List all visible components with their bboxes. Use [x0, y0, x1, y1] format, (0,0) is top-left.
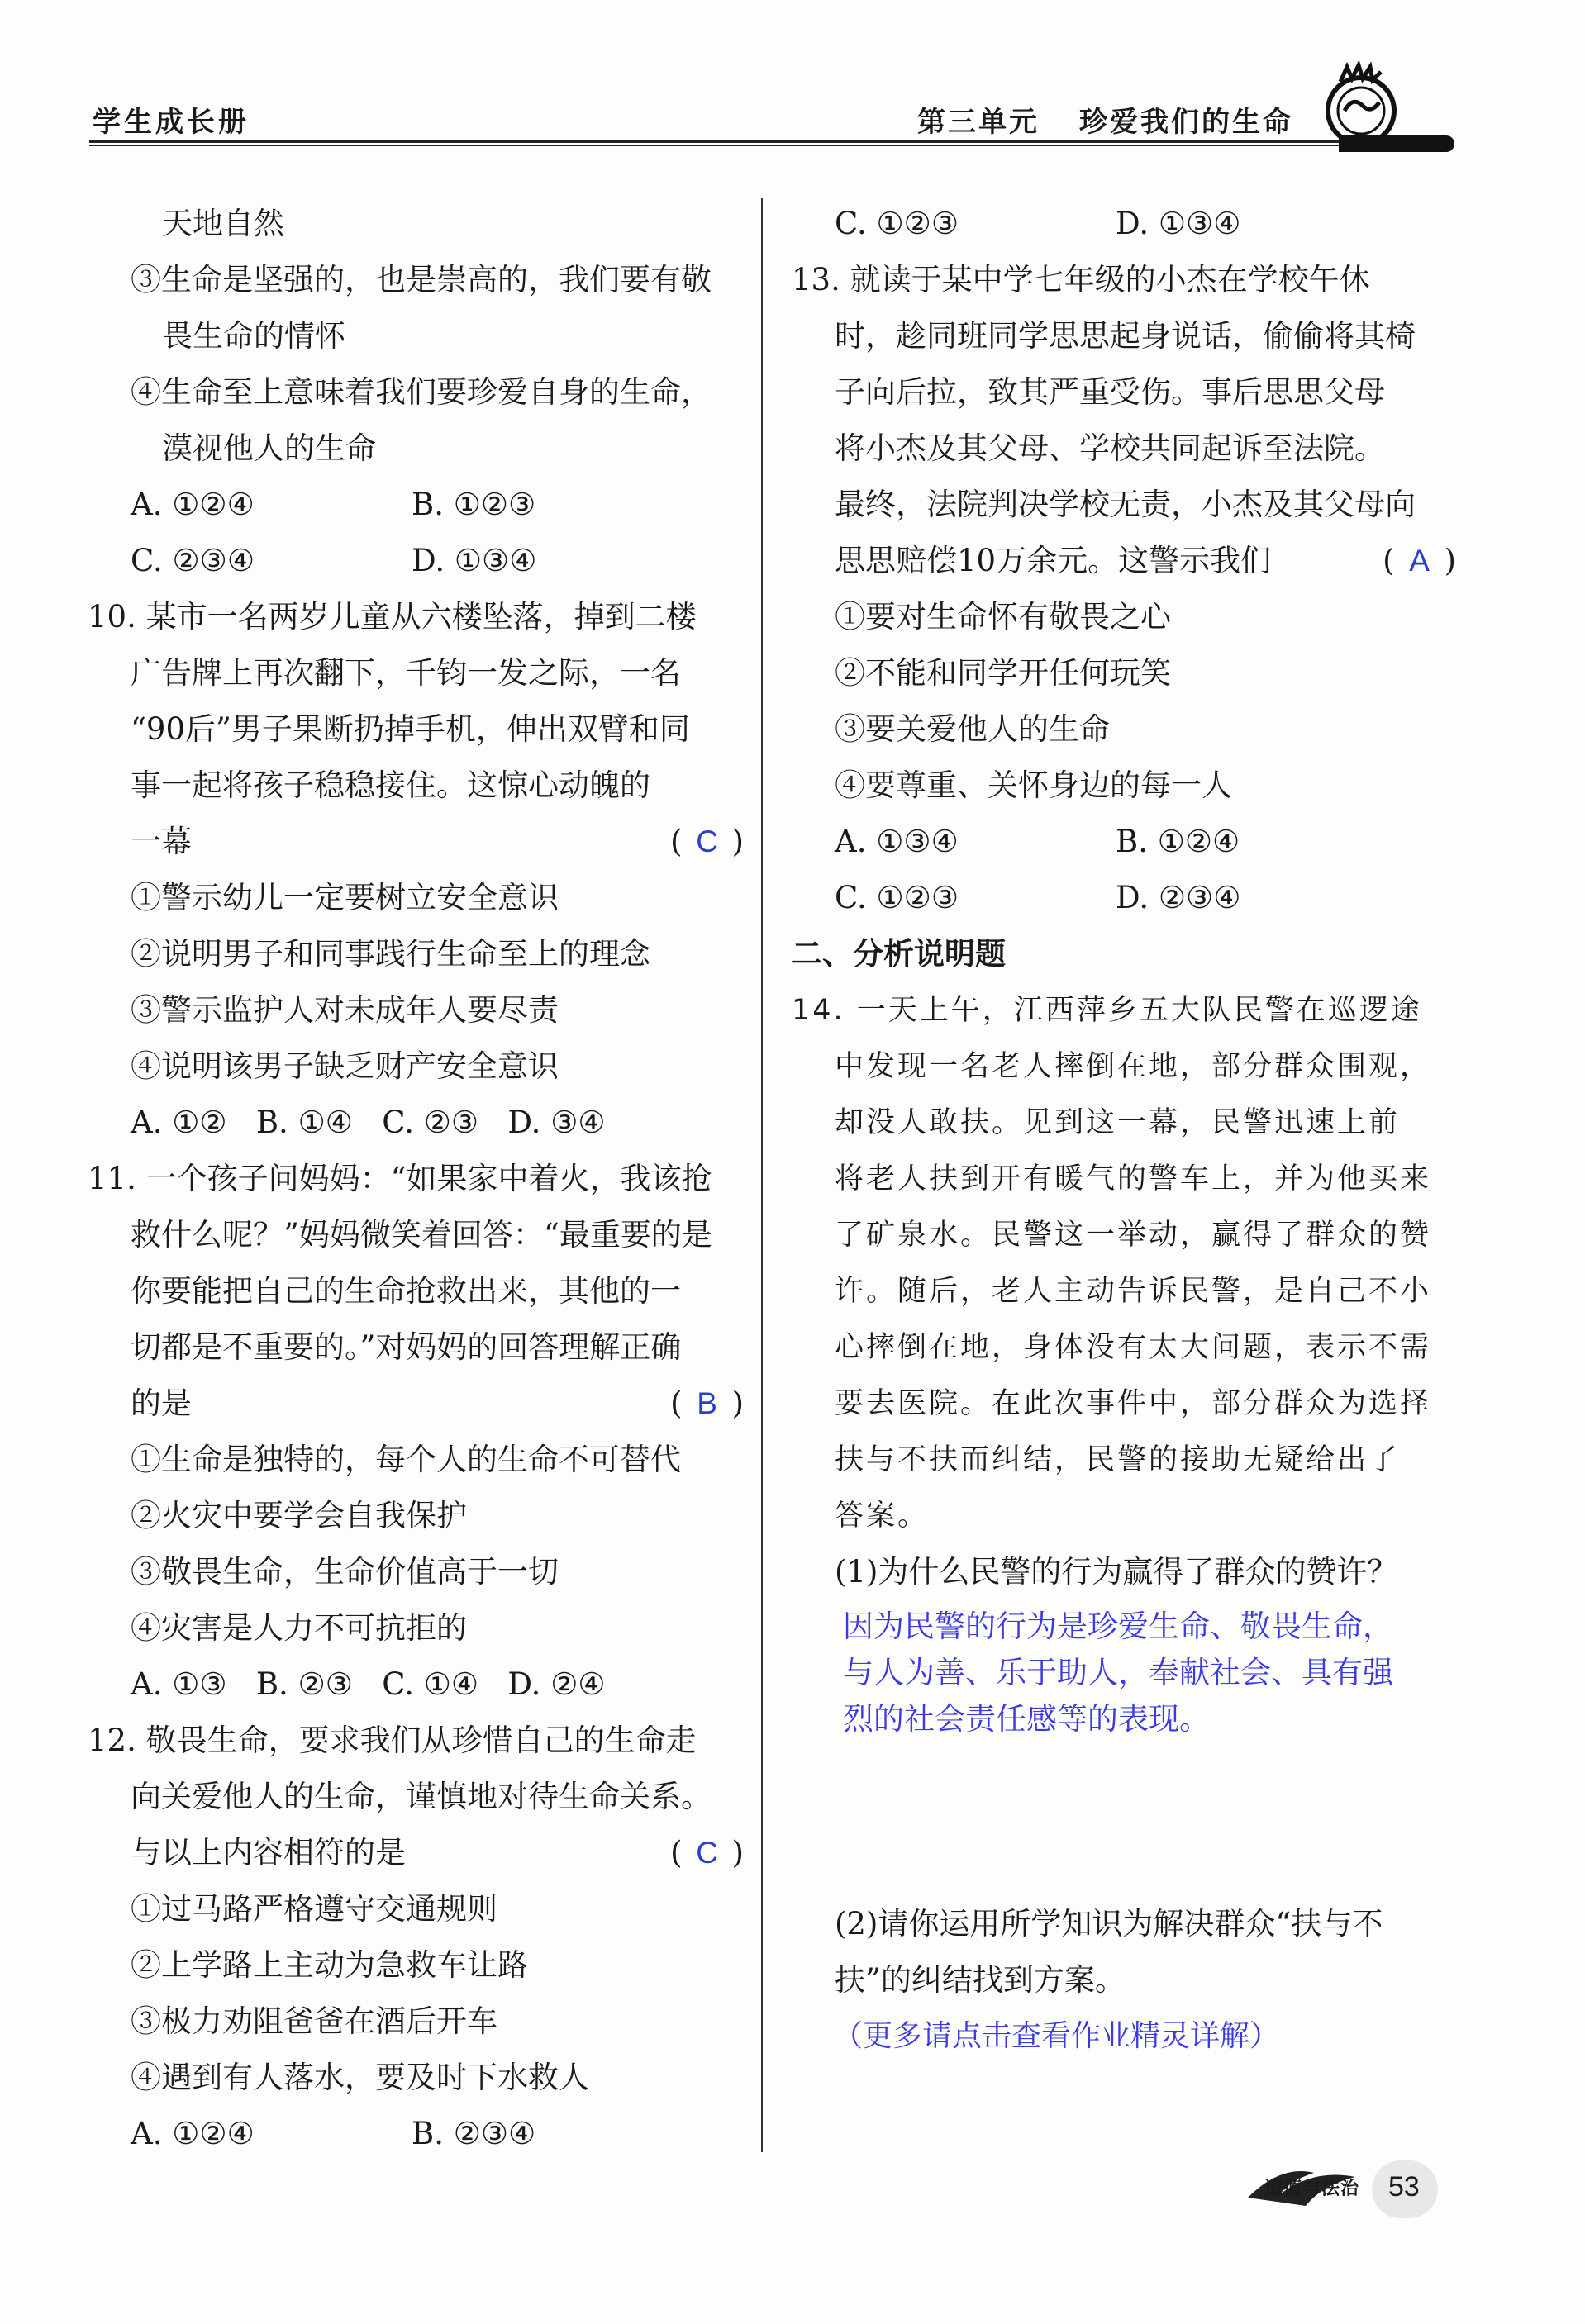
text-line: ②不能和同学开任何玩笑	[835, 655, 1171, 691]
text-line: 中发现一名老人摔倒在地，部分群众围观，	[835, 1050, 1432, 1083]
text-line: 10. 某市一名两岁儿童从六楼坠落，掉到二楼	[88, 599, 697, 634]
option-text: B. ①②③	[412, 487, 536, 522]
unit-number: 第三单元	[917, 106, 1040, 139]
option-text: D. ①③④	[412, 543, 537, 578]
text-line: 许。随后，老人主动告诉民警，是自己不小	[835, 1275, 1432, 1308]
handwritten-answer	[792, 1604, 1461, 1742]
question-text: (2)请你运用所学知识为解决群众“扶与不	[835, 1906, 1383, 1941]
text-line: A. ①③ B. ②③ C. ①④ D. ②④	[131, 1666, 606, 1702]
text-line	[792, 196, 1461, 252]
text-line: 向关爱他人的生命，谨慎地对待生命关系。	[131, 1779, 712, 1814]
text-line: ③警示监护人对未成年人要尽责	[131, 992, 559, 1028]
option-text: C. ①②③	[835, 880, 959, 915]
text-line: ④遇到有人落水，要及时下水救人	[131, 2060, 589, 2095]
text-line	[88, 1376, 749, 1432]
text-line: ①要对生命怀有敬畏之心	[835, 599, 1171, 634]
option-text: B. ②③④	[412, 2116, 536, 2151]
text-line: ④要尊重、关怀身边的每一人	[835, 768, 1232, 803]
text-line: 了矿泉水。民警这一举动，赢得了群众的赞	[835, 1219, 1432, 1252]
text-line: 广告牌上再次翻下，千钧一发之际，一名	[131, 655, 681, 691]
option-text: A. ①②④	[131, 2116, 255, 2151]
question-text: 扶”的纠结找到方案。	[835, 1962, 1126, 1998]
text-line: 子向后拉，致其严重受伤。事后思思父母	[835, 374, 1385, 410]
text-line: (1)为什么民警的行为赢得了群众的赞许？	[835, 1554, 1398, 1590]
right-column	[792, 196, 1461, 2065]
question-text: 的是	[131, 1385, 192, 1421]
more-details-link[interactable]: （更多请点击查看作业精灵详解）	[833, 2019, 1280, 2053]
answer-bracket: ( B )	[670, 1376, 749, 1432]
book-title: 学生成长册	[93, 106, 250, 139]
column-divider	[761, 198, 763, 2152]
text-line: ④生命至上意味着我们要珍爱自身的生命，	[131, 374, 712, 410]
text-line: 13. 就读于某中学七年级的小杰在学校午休	[792, 262, 1370, 297]
text-line: 心摔倒在地，身体没有太大问题，表示不需	[835, 1331, 1432, 1364]
text-line: 11. 一个孩子问妈妈：“如果家中着火，我该抢	[88, 1161, 712, 1196]
text-line: 救什么呢？”妈妈微笑着回答：“最重要的是	[131, 1217, 712, 1252]
text-line	[792, 814, 1461, 870]
question-text: 思思赔偿10万余元。这警示我们	[835, 543, 1272, 578]
header-rule	[89, 140, 1453, 143]
answer-letter: A	[1409, 544, 1430, 577]
text-line: ②上学路上主动为急救车让路	[131, 1947, 528, 1983]
text-line: 最终，法院判决学校无责，小杰及其父母向	[835, 487, 1416, 522]
text-line: 要去医院。在此次事件中，部分群众为选择	[835, 1387, 1432, 1420]
question-text: 与以上内容相符的是	[131, 1835, 406, 1870]
text-line: ④灾害是人力不可抗拒的	[131, 1610, 467, 1646]
unit-heading	[917, 99, 1293, 140]
header-rule-thin	[89, 145, 1453, 146]
text-line: 你要能把自己的生命抢救出来，其他的一	[131, 1273, 681, 1309]
option-text: D. ①③④	[1116, 206, 1241, 241]
text-line	[88, 477, 749, 533]
answer-letter: C	[696, 825, 718, 858]
text-line	[88, 1825, 749, 1881]
text-line: “90后”男子果断扔掉手机，伸出双臂和同	[131, 711, 690, 747]
left-column	[88, 196, 749, 2162]
option-text: A. ①③④	[835, 824, 959, 859]
answer-bracket: ( C )	[670, 814, 749, 870]
text-line: 漠视他人的生命	[162, 430, 376, 466]
answer-space	[792, 1742, 1461, 1896]
text-line: 事一起将孩子稳稳接住。这惊心动魄的	[131, 768, 650, 803]
page-number: 53	[1388, 2171, 1420, 2203]
option-text: A. ①②④	[131, 487, 255, 522]
option-text: B. ①②④	[1116, 824, 1240, 859]
option-text: C. ①②③	[835, 206, 959, 241]
text-line: ④说明该男子缺乏财产安全意识	[131, 1048, 559, 1084]
header-bar	[1339, 135, 1454, 152]
answer-line: 因为民警的行为是珍爱生命、敬畏生命，	[843, 1609, 1393, 1644]
text-line: 切都是不重要的。”对妈妈的回答理解正确	[131, 1329, 682, 1365]
text-line: ①过马路严格遵守交通规则	[131, 1891, 497, 1927]
text-line: ②说明男子和同事践行生命至上的理念	[131, 936, 650, 972]
text-line: 答案。	[835, 1499, 930, 1533]
option-text: C. ②③④	[131, 543, 255, 578]
text-line: 12. 敬畏生命，要求我们从珍惜自己的生命走	[88, 1723, 697, 1758]
text-line	[88, 814, 749, 870]
text-line: ③要关爱他人的生命	[835, 711, 1110, 747]
answer-line: 与人为善、乐于助人，奉献社会、具有强	[843, 1655, 1393, 1690]
text-line	[792, 870, 1461, 926]
text-line: A. ①② B. ①④ C. ②③ D. ③④	[131, 1105, 606, 1140]
answer-bracket: ( C )	[670, 1825, 749, 1881]
text-line	[88, 2106, 749, 2162]
text-line: 天地自然	[162, 206, 284, 241]
text-line: ①生命是独特的，每个人的生命不可替代	[131, 1442, 681, 1477]
text-line: 时，趁同班同学思思起身说话，偷偷将其椅	[835, 318, 1416, 354]
text-line	[88, 533, 749, 589]
text-line: 将老人扶到开有暖气的警车上，并为他买来	[835, 1162, 1432, 1195]
text-line: ③敬畏生命，生命价值高于一切	[131, 1554, 559, 1590]
answer-line: 烈的社会责任感等的表现。	[843, 1701, 1210, 1737]
option-text: D. ②③④	[1116, 880, 1241, 915]
text-line: 14. 一天上午，江西萍乡五大队民警在巡逻途	[792, 994, 1422, 1027]
answer-letter: C	[696, 1836, 718, 1870]
text-line	[792, 533, 1461, 589]
text-line: ③极力劝阻爸爸在酒后开车	[131, 2003, 497, 2039]
text-line: ③生命是坚强的，也是崇高的，我们要有敬	[131, 262, 712, 297]
text-line: ①警示幼儿一定要树立安全意识	[131, 880, 559, 915]
answer-letter: B	[697, 1386, 717, 1420]
answer-bracket: ( A )	[1383, 533, 1461, 589]
unit-title: 珍爱我们的生命	[1079, 106, 1293, 139]
text-line: 畏生命的情怀	[162, 318, 345, 354]
question-text: 一幕	[131, 824, 192, 859]
text-line: ②火灾中要学会自我保护	[131, 1498, 467, 1533]
subject-label: 道德与法治	[1264, 2179, 1360, 2199]
text-line: 将小杰及其父母、学校共同起诉至法院。	[835, 430, 1385, 466]
section-heading: 二、分析说明题	[792, 936, 1006, 972]
text-line: 扶与不扶而纠结，民警的接助无疑给出了	[835, 1443, 1401, 1476]
text-line: 却没人敢扶。见到这一幕，民警迅速上前	[835, 1106, 1401, 1139]
